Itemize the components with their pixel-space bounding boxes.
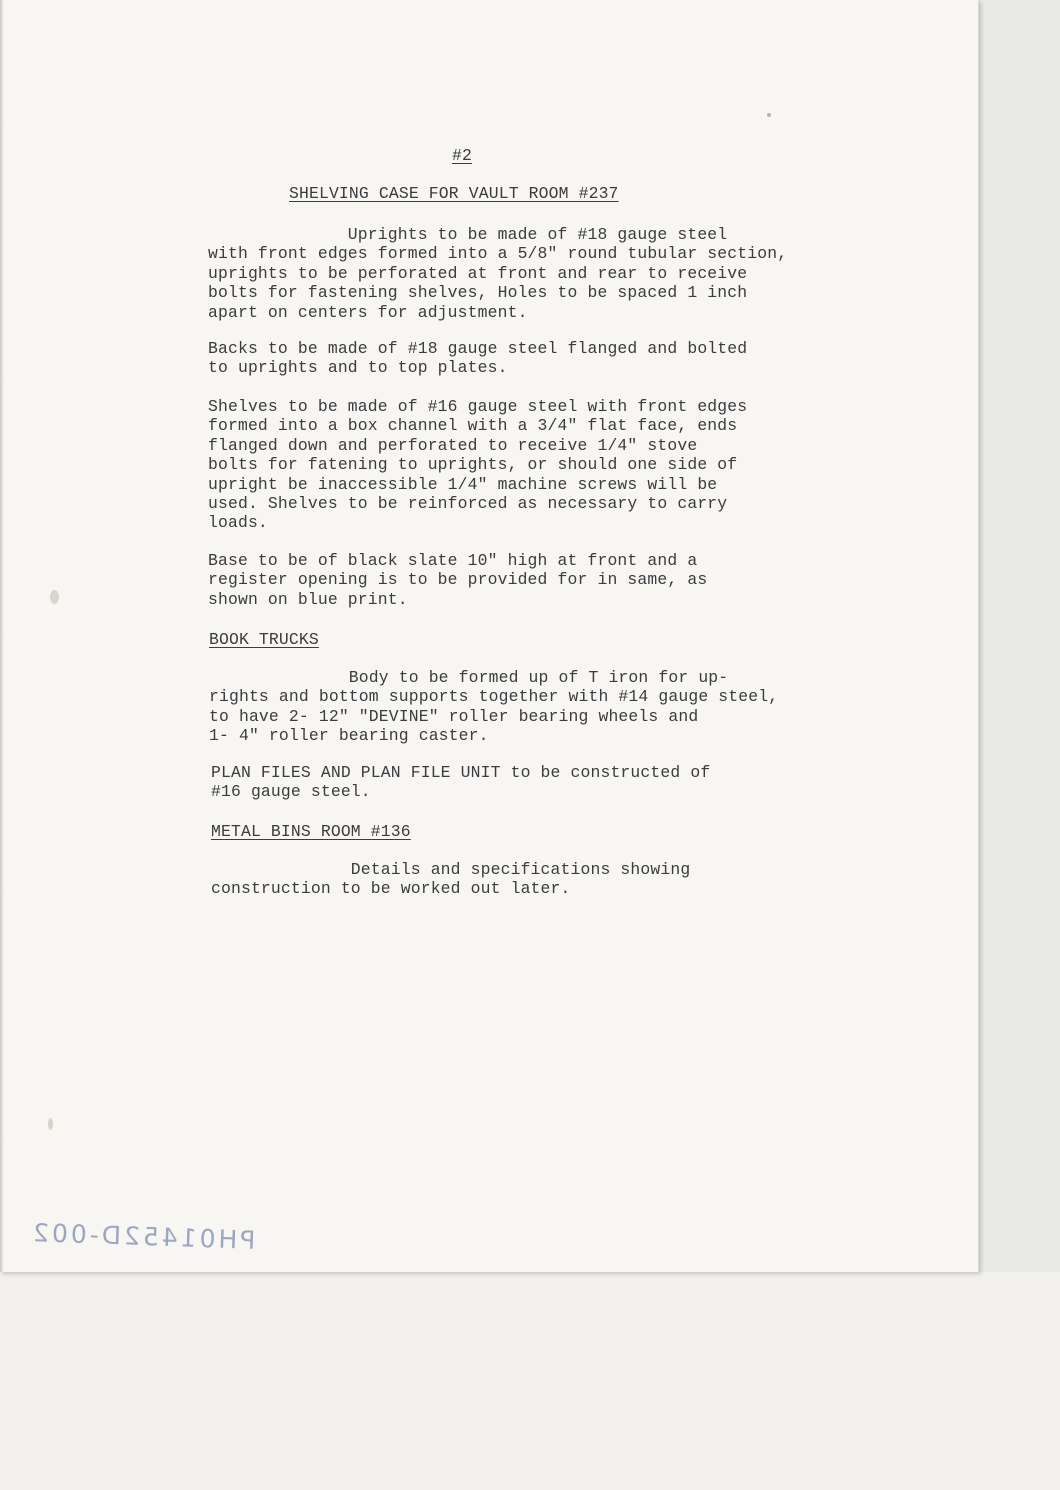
page-edge-shadow	[0, 0, 4, 1272]
paragraph-shelves: Shelves to be made of #16 gauge steel with front edges formed into a box channel with a 3/4" flat face, ends flanged down and perforated to receive 1/4" stove bolts for fatening to uprights, or should one side of upright be inaccessible 1/4" machine screws will be used. Shelves to be reinforced as necessary to carry loads.	[208, 397, 748, 533]
handwritten-catalog-number: PH01452D-002	[29, 1218, 256, 1255]
page-number: #2	[452, 146, 472, 165]
paragraph-backs: Backs to be made of #18 gauge steel flanged and bolted to uprights and to top plates.	[208, 339, 748, 378]
metal-bins-body: Details and specifications showing construction to be worked out later.	[211, 860, 691, 899]
paper-blemish	[50, 590, 59, 604]
paragraph-uprights: Uprights to be made of #18 gauge steel with front edges formed into a 5/8" round tubular section, uprights to be perforated at front and rear to receive bolts for fastening shelves, Holes to be spaced 1 inch apart on centers for adjustment.	[208, 225, 788, 322]
book-trucks-heading: BOOK TRUCKS	[209, 630, 319, 649]
book-trucks-body: Body to be formed up of T iron for up- rights and bottom supports together with #14 gauge steel, to have 2- 12" "DEVINE" roller bearing wheels and 1- 4" roller bearing caster.	[209, 668, 779, 746]
metal-bins-heading: METAL BINS ROOM #136	[211, 822, 411, 841]
plan-files-paragraph: PLAN FILES AND PLAN FILE UNIT to be constructed of #16 gauge steel.	[211, 763, 711, 802]
paper-blemish	[48, 1118, 53, 1130]
paper-blemish	[767, 113, 771, 117]
section-title: SHELVING CASE FOR VAULT ROOM #237	[289, 184, 619, 203]
scan-background	[0, 1272, 1060, 1490]
paragraph-base: Base to be of black slate 10" high at front and a register opening is to be provided for in same, as shown on blue print.	[208, 551, 708, 609]
